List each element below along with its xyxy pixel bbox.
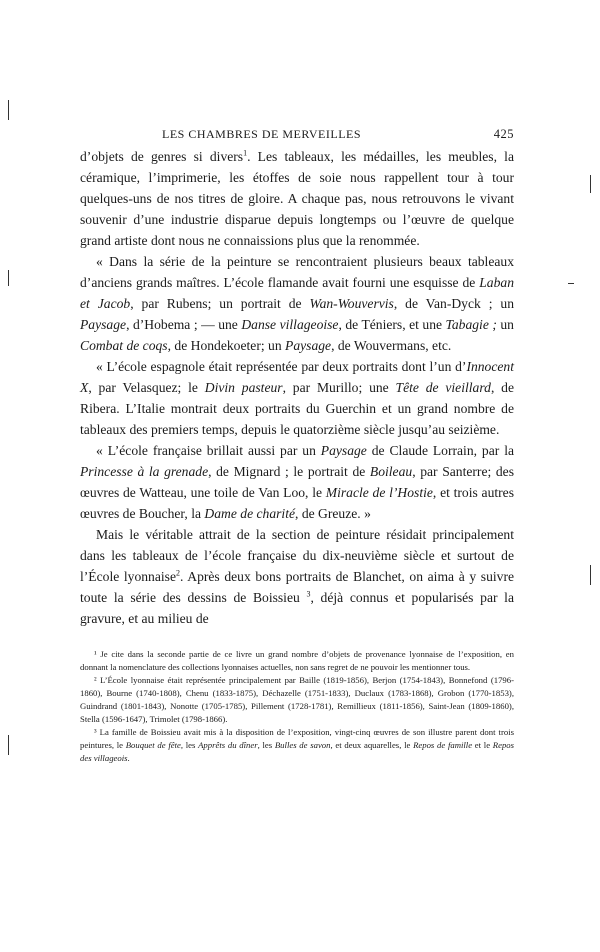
page-number: 425 xyxy=(493,127,514,141)
text-run: . Après deux bons portraits de Blanchet, on aima à y suivre toute la série des dessins de Boissieu xyxy=(80,569,514,605)
text-run: , et deux aquarelles, le xyxy=(330,740,414,750)
text-run: Mais le véritable attrait de la section de peinture résidait principalement dans les tableaux de l’école française du dix-neuvième siècle et surtout de l’École lyonnaise xyxy=(80,527,514,584)
text-run: . xyxy=(127,753,130,763)
scan-mark xyxy=(8,735,9,755)
italic-title: Repos de famille xyxy=(413,740,473,750)
footnote-ref: 1 xyxy=(243,148,248,158)
text-run: ² L’École lyonnaise était représentée principalement par Baille (1819-1856), Berjon (1754-1843), Bonnefond (1796-1860), Bourne (1740-1808), Chenu (1833-1875), Déchazelle (1751-1833), Duclaux (1783-1868), Grobon (1770-1853), Guindrand (1801-1843), Nonotte (1705-1785), Pillement (1728-1781), Remillieux (1811-1856), Saint-Jean (1809-1860), Stella (1596-1647), Trimolet (1798-1866). xyxy=(80,675,514,724)
paragraph xyxy=(80,440,514,524)
text-run: ¹ Je cite dans la seconde partie de ce livre un grand nombre d’objets de provenance lyonnaise de l’exposition, en donnant la nomenclature des collections lyonnaises actuelles, non sans regret de ne pouvoir les mentionner tous. xyxy=(80,649,514,672)
text-run: , par Santerre; des œuvres de Watteau, une toile de Van Loo, le xyxy=(80,464,514,500)
italic-title: Boileau xyxy=(369,464,413,479)
text-run: , par Rubens; un portrait de xyxy=(130,296,310,311)
scan-mark xyxy=(590,175,591,193)
italic-title: Princesse à la grenade xyxy=(80,464,209,479)
text-run: , de Greuze. » xyxy=(295,506,371,521)
footnotes xyxy=(80,648,514,765)
italic-title: Paysage xyxy=(80,317,127,332)
text-run: , les xyxy=(180,740,199,750)
italic-title: Tête de vieillard xyxy=(395,380,491,395)
italic-title: Innocent X xyxy=(80,359,514,395)
running-header xyxy=(80,123,514,143)
italic-title: Tabagie ; xyxy=(445,317,497,332)
italic-title: Laban et Jacob xyxy=(80,275,514,311)
italic-title: Danse villageoise xyxy=(241,317,339,332)
text-run: , par Murillo; une xyxy=(282,380,396,395)
text-run: ³ La famille de Boissieu avait mis à la disposition de l’exposition, vingt-cinq œuvres de son illustre parent dont trois peintures, le xyxy=(80,727,514,750)
italic-title: Paysage xyxy=(285,338,332,353)
main-text xyxy=(80,146,514,629)
text-run: « L’école française brillait aussi par un xyxy=(96,443,321,458)
text-run: , et trois autres œuvres de Boucher, la xyxy=(80,485,514,521)
text-run: d’objets de genres si divers xyxy=(80,149,244,164)
text-run: , par Velasquez; le xyxy=(88,380,205,395)
scan-mark xyxy=(568,283,574,284)
paragraph xyxy=(80,524,514,629)
italic-title: Apprêts du dîner xyxy=(198,740,258,750)
italic-title: Bulles de savon xyxy=(274,740,331,750)
italic-title: Divin pasteur xyxy=(204,380,283,395)
text-run: un xyxy=(496,317,514,332)
italic-title: Miracle de l’Hostie xyxy=(325,485,433,500)
footnote xyxy=(80,726,514,765)
paragraph xyxy=(80,146,514,251)
text-run: , de Mignard ; le portrait de xyxy=(208,464,370,479)
text-run: « L’école espagnole était représentée par deux portraits dont l’un d’ xyxy=(96,359,467,374)
scan-mark xyxy=(8,270,9,286)
text-run: , de Van-Dyck ; un xyxy=(393,296,515,311)
text-run: de Claude Lorrain, par la xyxy=(366,443,514,458)
text-run: , déjà connus et popularisés par la gravure, et au milieu de xyxy=(80,590,514,626)
text-run: , de Ribera. L’Italie montrait deux portraits du Guerchin et un grand nombre de tableaux des premiers temps, depuis le quatorzième siècle jusqu’au seizième. xyxy=(80,380,514,437)
italic-title: Dame de charité xyxy=(204,506,296,521)
text-run: , de Hondekoeter; un xyxy=(167,338,286,353)
scan-mark xyxy=(8,100,9,120)
footnote-ref: 3 xyxy=(306,589,311,599)
italic-title: Combat de coqs xyxy=(80,338,168,353)
running-title: LES CHAMBRES DE MERVEILLES xyxy=(162,127,362,141)
text-run: , les xyxy=(257,740,275,750)
italic-title: Repos des villageois xyxy=(80,740,515,763)
italic-title: Paysage xyxy=(320,443,367,458)
text-run: et le xyxy=(472,740,493,750)
text-run: . Les tableaux, les médailles, les meubles, la céramique, l’imprimerie, les étoffes de soie nous rappellent tour à tour quelques-uns de nos titres de gloire. A chaque pas, nous retrouvons le vivant souvenir d’une industrie disparue depuis longtemps ou l’œuvre de quelque grand artiste dont nous ne connaissions plus que la renommée. xyxy=(80,149,514,248)
paragraph xyxy=(80,356,514,440)
scan-mark xyxy=(590,565,591,585)
text-run: , d’Hobema ; — une xyxy=(126,317,242,332)
italic-title: Wan-Wouvervis xyxy=(309,296,394,311)
footnote xyxy=(80,674,514,726)
footnote xyxy=(80,648,514,674)
paragraph xyxy=(80,251,514,356)
text-run: « Dans la série de la peinture se rencontraient plusieurs beaux tableaux d’anciens grands maîtres. L’école flamande avait fourni une esquisse de xyxy=(80,254,514,290)
italic-title: Bouquet de fête xyxy=(125,740,181,750)
text-run: , de Téniers, et une xyxy=(338,317,446,332)
footnote-ref: 2 xyxy=(175,568,180,578)
text-run: , de Wouvermans, etc. xyxy=(331,338,452,353)
